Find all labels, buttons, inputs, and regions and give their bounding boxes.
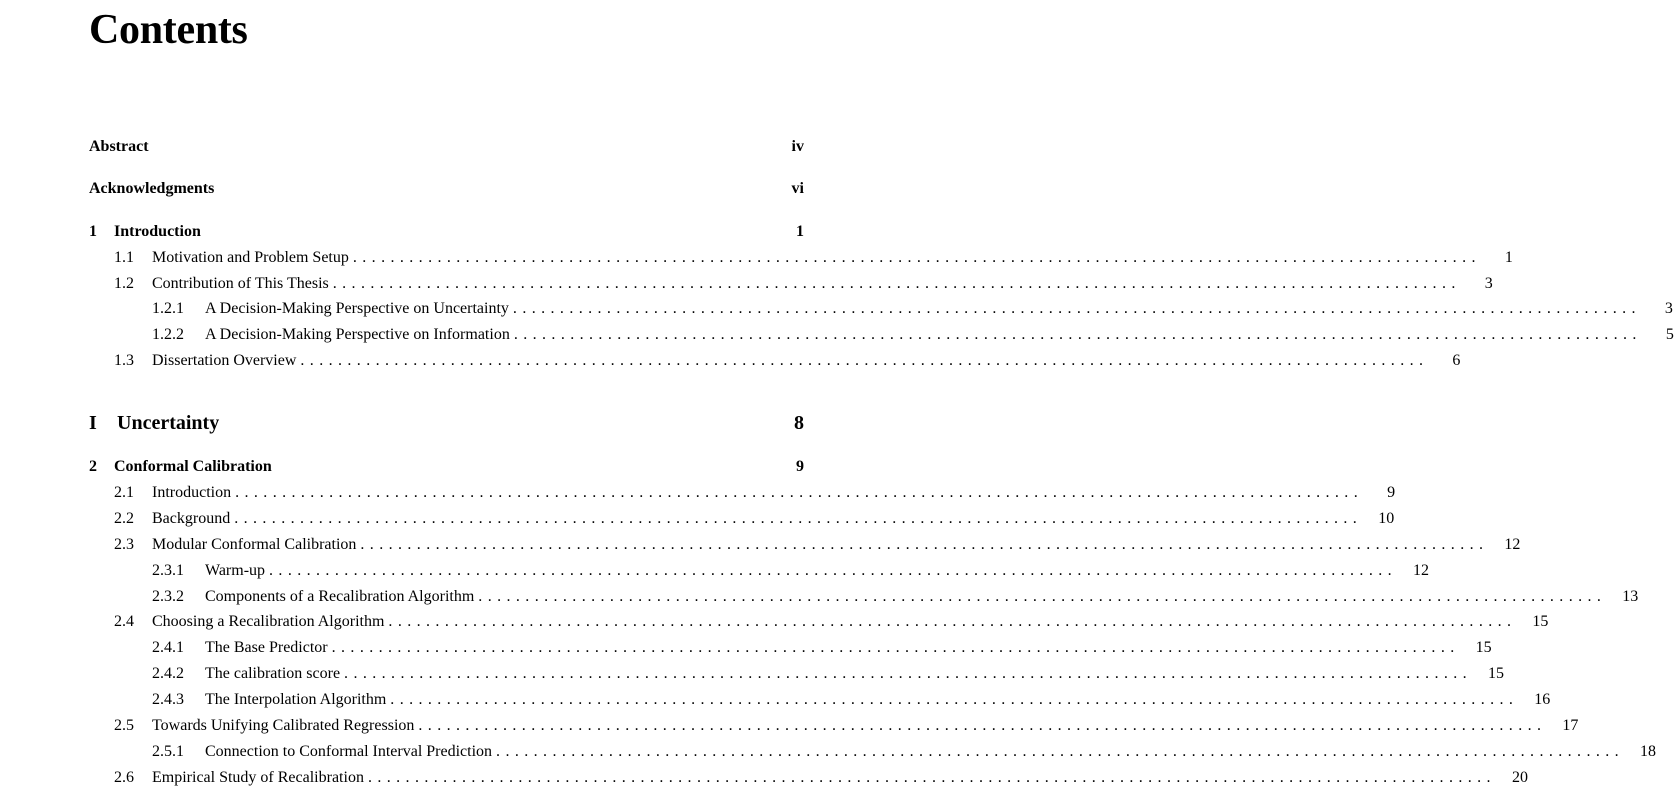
- toc-entry-page: 20: [1511, 769, 1528, 786]
- dot-leader: ........................................................................................................................: [300, 352, 1429, 369]
- toc-entry-page: 5: [1665, 326, 1674, 343]
- toc-entry-label: Contribution of This Thesis: [152, 275, 329, 292]
- toc-entry-number: 1.2.1: [152, 300, 184, 317]
- dot-leader: ........................................................................................................................: [269, 562, 1398, 579]
- toc-section-2-1[interactable]: [89, 481, 1396, 505]
- dot-leader: ........................................................................................................................: [367, 769, 1496, 786]
- toc-entry-page: 9: [1387, 484, 1396, 501]
- dot-leader: ........................................................................................................................: [388, 613, 1517, 630]
- toc-entry-label: Towards Unifying Calibrated Regression: [152, 717, 415, 734]
- toc-entry-page: 8: [794, 412, 804, 434]
- toc-entry-label: Modular Conformal Calibration: [152, 536, 357, 553]
- toc-subsection-2-3-1[interactable]: [89, 559, 1430, 583]
- toc-entry-label: Choosing a Recalibration Algorithm: [152, 613, 385, 630]
- toc-entry-label: A Decision-Making Perspective on Information: [205, 326, 510, 343]
- toc-section-2-4[interactable]: [89, 610, 1549, 634]
- toc-subsection-1-2-2[interactable]: [89, 323, 1674, 347]
- toc-part-1[interactable]: [89, 408, 804, 438]
- toc-subsection-2-4-3[interactable]: [89, 688, 1551, 712]
- toc-entry-page: 1: [796, 223, 804, 240]
- toc-entry-label: The Interpolation Algorithm: [205, 691, 387, 708]
- toc-entry-number: 2.5.1: [152, 743, 184, 760]
- toc-entry-label: Warm-up: [205, 562, 266, 579]
- dot-leader: ........................................................................................................................: [390, 691, 1519, 708]
- toc-entry-label: Components of a Recalibration Algorithm: [205, 588, 475, 605]
- toc-entry-label: Abstract: [89, 138, 149, 155]
- toc-entry-page: 16: [1534, 691, 1551, 708]
- toc-entry-number: 2.3: [114, 536, 134, 553]
- toc-entry-number: 2.3.2: [152, 588, 184, 605]
- toc-entry-number: 1.1: [114, 249, 134, 266]
- toc-entry-number: 1.2.2: [152, 326, 184, 343]
- toc-entry-number: 2.3.1: [152, 562, 184, 579]
- toc-entry-label: Acknowledgments: [89, 180, 215, 197]
- toc-section-2-2[interactable]: [89, 507, 1395, 531]
- toc-section-2-3[interactable]: [89, 533, 1521, 557]
- toc-entry-number: 1.3: [114, 352, 134, 369]
- dot-leader: ........................................................................................................................: [235, 484, 1364, 501]
- toc-entry-number: 2.4: [114, 613, 134, 630]
- toc-entry-page: 12: [1413, 562, 1430, 579]
- toc-subsection-2-5-1[interactable]: [89, 740, 1657, 764]
- dot-leader: ........................................................................................................................: [512, 300, 1641, 317]
- toc-entry-page: 15: [1475, 639, 1492, 656]
- toc-entry-number: 2.6: [114, 769, 134, 786]
- toc-entry-page: 1: [1504, 249, 1513, 266]
- dot-leader: ........................................................................................................................: [360, 536, 1489, 553]
- toc-entry-number: 2.1: [114, 484, 134, 501]
- toc-entry-number: 1: [89, 223, 97, 240]
- toc-entry-label: The calibration score: [205, 665, 341, 682]
- toc-section-2-6[interactable]: [89, 766, 1528, 790]
- toc-section-2-5[interactable]: [89, 714, 1579, 738]
- toc-entry-number: 2.5: [114, 717, 134, 734]
- toc-entry-label: Empirical Study of Recalibration: [152, 769, 364, 786]
- toc-section-1-3[interactable]: [89, 349, 1461, 373]
- toc-entry-number: 2.4.1: [152, 639, 184, 656]
- dot-leader: ........................................................................................................................: [418, 717, 1547, 734]
- dot-leader: ........................................................................................................................: [478, 588, 1607, 605]
- dot-leader: ........................................................................................................................: [496, 743, 1625, 760]
- dot-leader: ........................................................................................................................: [331, 639, 1460, 656]
- toc-chapter-1[interactable]: [89, 220, 804, 244]
- toc-entry-label: Introduction: [152, 484, 232, 501]
- toc-entry-label: The Base Predictor: [205, 639, 328, 656]
- toc-entry-label: Background: [152, 510, 231, 527]
- toc-entry-number: 2.4.2: [152, 665, 184, 682]
- toc-entry-page: 3: [1484, 275, 1493, 292]
- toc-entry-page: 10: [1378, 510, 1395, 527]
- toc-entry-page: 9: [796, 458, 804, 475]
- toc-entry-abstract[interactable]: [89, 135, 804, 159]
- dot-leader: ........................................................................................................................: [513, 326, 1642, 343]
- toc-entry-label: Introduction: [114, 223, 201, 240]
- toc-entry-page: 17: [1562, 717, 1579, 734]
- toc-entry-number: I: [89, 412, 97, 434]
- toc-section-1-1[interactable]: [89, 246, 1513, 270]
- toc-entry-page: 12: [1504, 536, 1521, 553]
- toc-subsection-2-4-1[interactable]: [89, 636, 1492, 660]
- toc-entry-page: iv: [791, 138, 804, 155]
- toc-entry-page: 6: [1452, 352, 1461, 369]
- toc-entry-page: vi: [791, 180, 804, 197]
- toc-section-1-2[interactable]: [89, 272, 1493, 296]
- toc-entry-label: Dissertation Overview: [152, 352, 297, 369]
- toc-entry-page: 18: [1640, 743, 1657, 760]
- toc-entry-page: 15: [1532, 613, 1549, 630]
- toc-subsection-1-2-1[interactable]: [89, 297, 1673, 321]
- toc-entry-label: Uncertainty: [117, 412, 220, 434]
- toc-entry-number: 2: [89, 458, 97, 475]
- toc-entry-page: 3: [1664, 300, 1673, 317]
- toc-chapter-2[interactable]: [89, 455, 804, 479]
- toc-entry-number: 2.4.3: [152, 691, 184, 708]
- dot-leader: ........................................................................................................................: [332, 275, 1461, 292]
- dot-leader: ........................................................................................................................: [234, 510, 1363, 527]
- toc-entry-acknowledgments[interactable]: [89, 177, 804, 201]
- toc-entry-label: Motivation and Problem Setup: [152, 249, 349, 266]
- toc-subsection-2-3-2[interactable]: [89, 585, 1639, 609]
- toc-entry-label: A Decision-Making Perspective on Uncertainty: [205, 300, 509, 317]
- toc-entry-label: Conformal Calibration: [114, 458, 272, 475]
- dot-leader: ........................................................................................................................: [352, 249, 1481, 266]
- toc-entry-page: 15: [1488, 665, 1505, 682]
- toc-subsection-2-4-2[interactable]: [89, 662, 1505, 686]
- dot-leader: ........................................................................................................................: [344, 665, 1473, 682]
- toc-entry-label: Connection to Conformal Interval Prediction: [205, 743, 493, 760]
- toc-entry-number: 2.2: [114, 510, 134, 527]
- page-title: Contents: [89, 7, 248, 53]
- toc-entry-page: 13: [1622, 588, 1639, 605]
- toc-entry-number: 1.2: [114, 275, 134, 292]
